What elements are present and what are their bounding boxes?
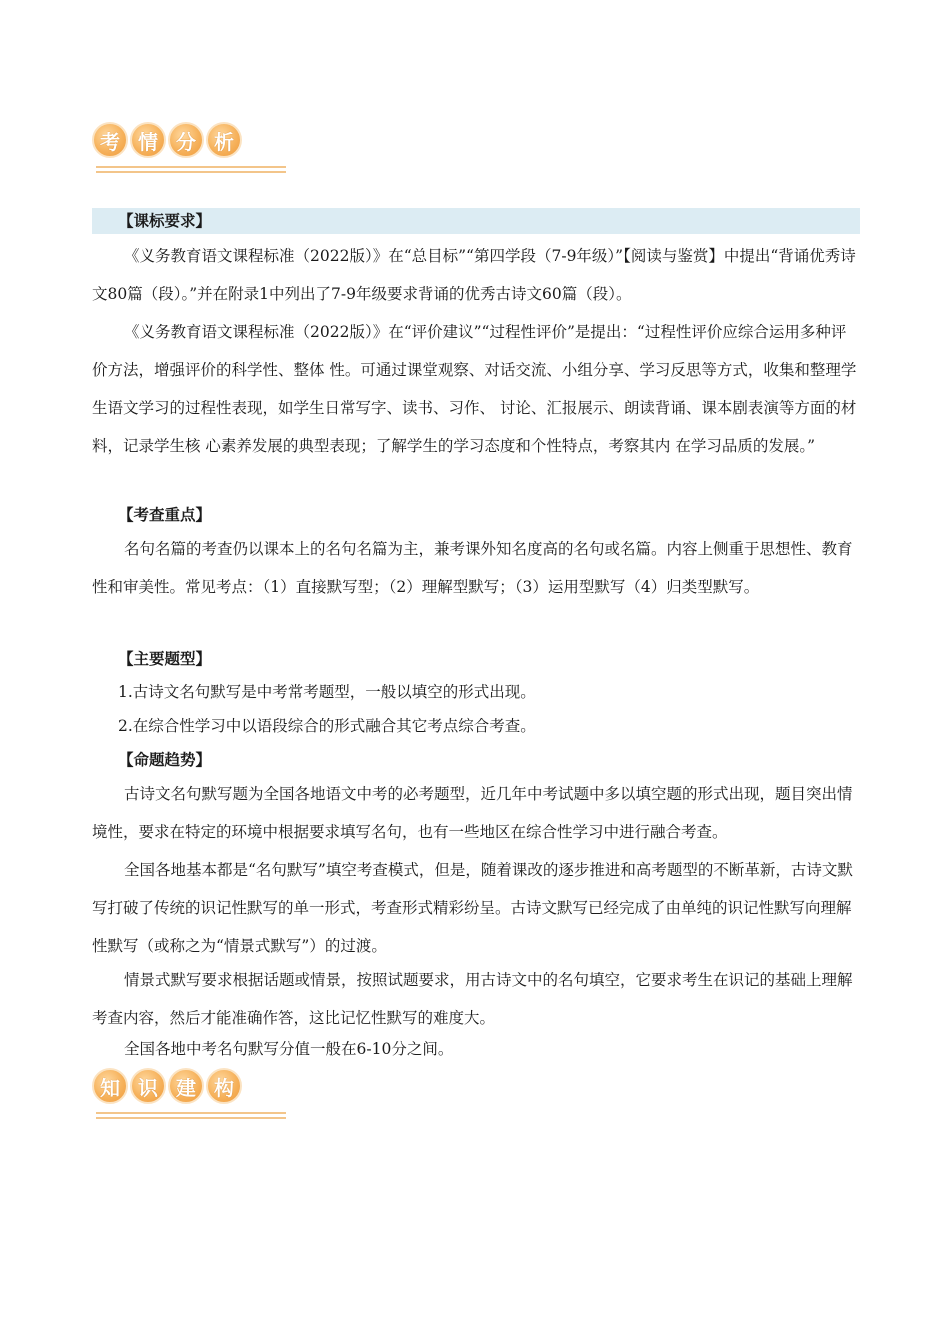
badge-char: 知 bbox=[92, 1068, 128, 1104]
paragraph-qushi-1: 古诗文名句默写题为全国各地语文中考的必考题型，近几年中考试题中多以填空题的形式出现，题目突出情境性，要求在特定的环境中根据要求填写名句，也有一些地区在综合性学习中进行融合考查。 bbox=[92, 785, 853, 841]
badge-underline bbox=[96, 1112, 286, 1114]
paragraph-qushi-4: 全国各地中考名句默写分值一般在6-10分之间。 bbox=[124, 1040, 454, 1058]
badge-char: 建 bbox=[168, 1068, 204, 1104]
badge-underline bbox=[96, 1117, 286, 1119]
badge-char: 识 bbox=[130, 1068, 166, 1104]
paragraph-qushi-2: 全国各地基本都是“名句默写”填空考查模式，但是，随着课改的逐步推进和高考题型的不断革新，古诗文默写打破了传统的识记性默写的单一形式，考查形式精彩纷呈。古诗文默写已经完成了由单纯的识记性默写向理解性默写（或称之为“情景式默写”）的过渡。 bbox=[92, 861, 853, 955]
paragraph-qushi-3: 情景式默写要求根据话题或情景，按照试题要求，用古诗文中的名句填空，它要求考生在识记的基础上理解考查内容，然后才能准确作答，这比记忆性默写的难度大。 bbox=[92, 971, 853, 1027]
list-item-tixing-2: 2.在综合性学习中以语段综合的形式融合其它考点综合考查。 bbox=[118, 717, 536, 735]
badge-char: 析 bbox=[206, 122, 242, 158]
list-item-tixing-1: 1.古诗文名句默写是中考常考题型，一般以填空的形式出现。 bbox=[118, 683, 536, 701]
paragraph-kaocha-1: 名句名篇的考查仍以课本上的名句名篇为主，兼考课外知名度高的名句或名篇。内容上侧重于思想性、教育性和审美性。常见考点：（1）直接默写型；（2）理解型默写；（3）运用型默写（4）归类型默写。 bbox=[92, 540, 853, 596]
badge-underline bbox=[96, 171, 286, 173]
paragraph-kebiao-2: 《义务教育语文课程标准（2022版）》在“评价建议”“过程性评价”是提出：“过程性评价应综合运用多种评价方法，增强评价的科学性、整体 性。可通过课堂观察、对话交流、小组分享、学习反思等方式，收集和整理学生语文学习的过程性表现，如学生日常写字、读书、习作、 讨论、汇报展示、朗读背诵、课本剧表演等方面的材料，记录学生核 心素养发展的典型表现；了解学生的学习态度和个性特点，考察其内 在学习品质的发展。” bbox=[92, 323, 857, 455]
badge-char: 构 bbox=[206, 1068, 242, 1104]
heading-tixing: 【主要题型】 bbox=[118, 649, 212, 668]
badge-char: 分 bbox=[168, 122, 204, 158]
paragraph-kebiao-1: 《义务教育语文课程标准（2022版）》在“总目标”“第四学段（7-9年级）”【阅读与鉴赏】中提出“背诵优秀诗文80篇（段）。”并在附录1中列出了7-9年级要求背诵的优秀古诗文60篇（段）。 bbox=[92, 247, 856, 303]
section-badge-zhishi bbox=[92, 1068, 292, 1124]
badge-underline bbox=[96, 166, 286, 168]
heading-kebiao: 【课标要求】 bbox=[118, 211, 212, 230]
heading-qushi: 【命题趋势】 bbox=[118, 750, 212, 769]
badge-char: 情 bbox=[130, 122, 166, 158]
heading-kaocha: 【考查重点】 bbox=[118, 505, 212, 524]
badge-char: 考 bbox=[92, 122, 128, 158]
section-badge-kaoqing bbox=[92, 122, 292, 178]
